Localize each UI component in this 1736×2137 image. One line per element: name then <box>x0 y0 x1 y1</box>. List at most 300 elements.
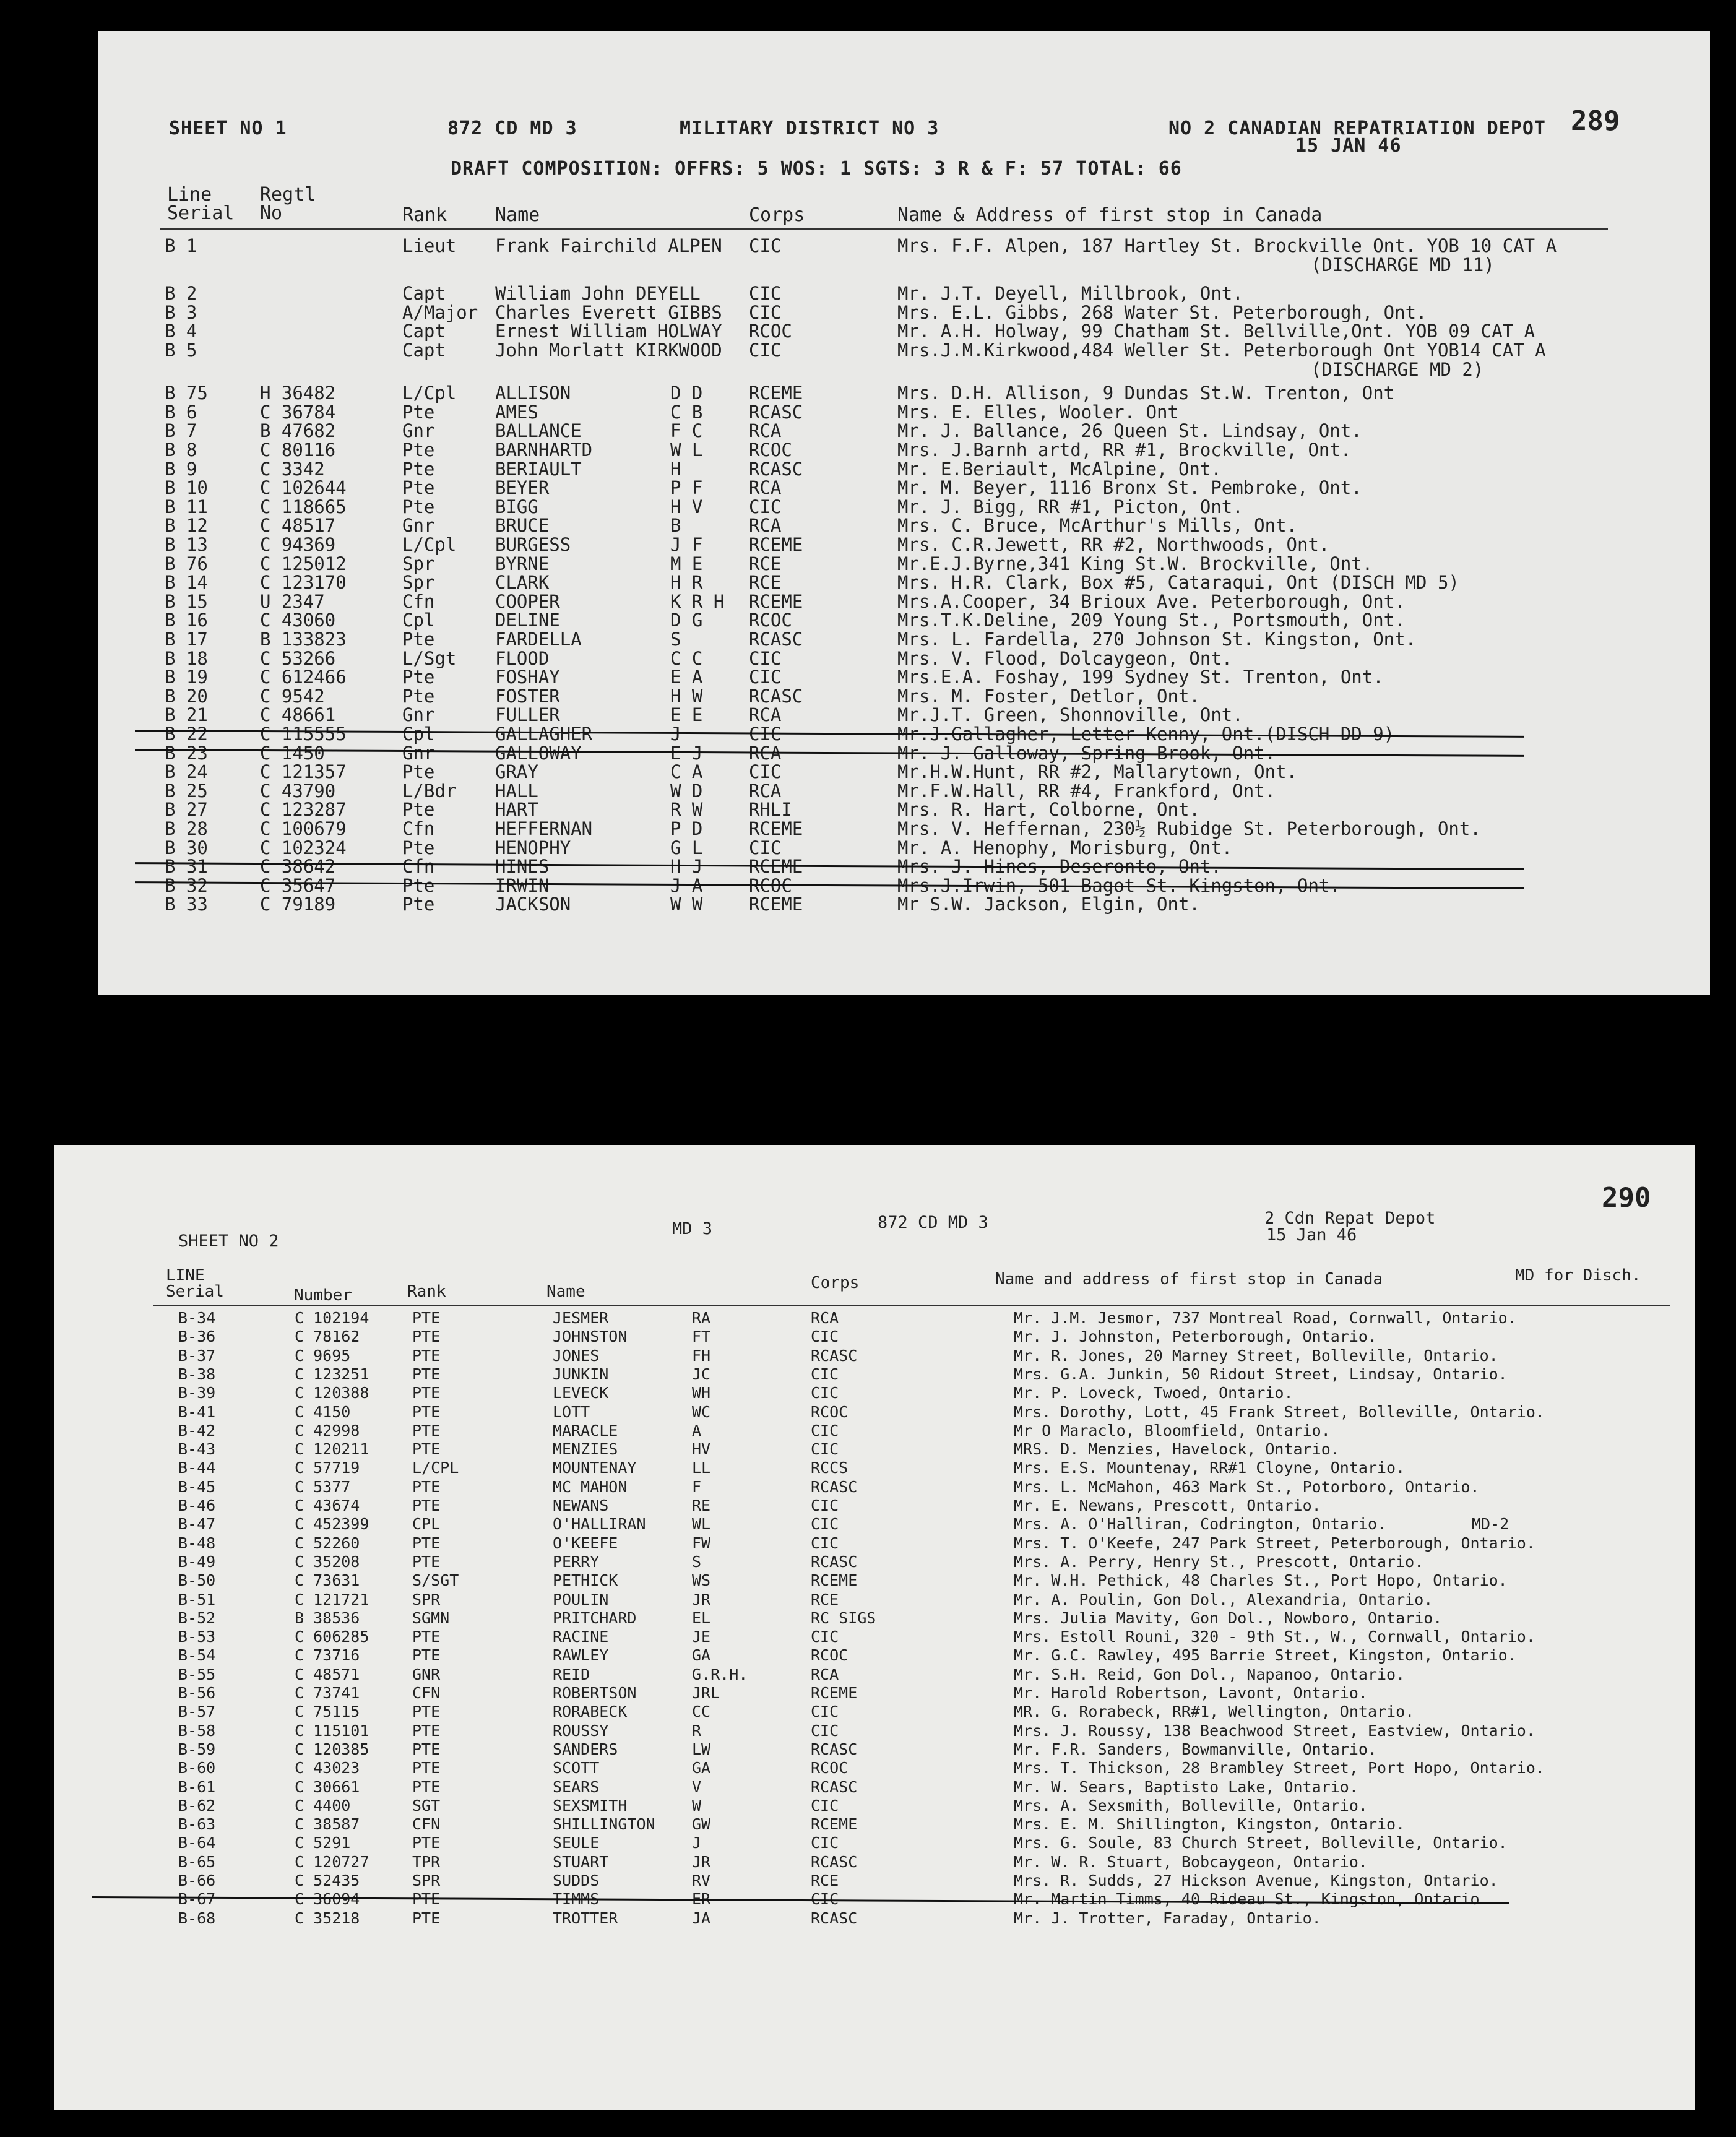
sheet-1 <box>98 31 1710 995</box>
sheet-date: 15 Jan 46 <box>1266 1225 1357 1245</box>
cell-address: Mr. J. Galloway, Spring Brook, Ont. <box>897 743 1276 764</box>
header-rule <box>160 228 1608 230</box>
cell-address: Mrs. T. Thickson, 28 Brambley Street, Port Hopo, Ontario. <box>1014 1759 1545 1777</box>
cell-corps: RCCS <box>811 1459 849 1477</box>
cell-name: O'HALLIRAN <box>553 1515 646 1533</box>
cell-init: P D <box>670 818 703 839</box>
cell-corps: RCA <box>749 515 782 536</box>
cell-rank: PTE <box>412 1759 441 1777</box>
cell-name: O'KEEFE <box>553 1534 618 1552</box>
cell-number: C 52260 <box>295 1534 360 1552</box>
table-row <box>98 402 1710 423</box>
cell-serial: B-39 <box>178 1384 216 1402</box>
table-row <box>54 1646 1695 1665</box>
table-row <box>98 837 1710 856</box>
sheet-number: SHEET NO 2 <box>178 1232 279 1251</box>
cell-serial: B-45 <box>178 1478 216 1496</box>
table-row <box>54 1571 1695 1590</box>
cell-serial: B 27 <box>165 799 208 820</box>
cell-number: C 123251 <box>295 1365 369 1383</box>
cell-regtl: C 123287 <box>260 799 347 820</box>
cell-rank: GNR <box>412 1665 441 1683</box>
cell-rank: TPR <box>412 1853 441 1871</box>
cell-corps: RCA <box>749 780 782 801</box>
cell-name: COOPER <box>495 591 560 612</box>
cell-address: Mr. J. Ballance, 26 Queen St. Lindsay, Ont. <box>897 420 1362 441</box>
cell-address: Mrs. A. Perry, Henry St., Prescott, Ontario. <box>1014 1553 1424 1571</box>
cell-number: B 38536 <box>295 1609 360 1627</box>
cell-address: Mr. E. Newans, Prescott, Ontario. <box>1014 1496 1321 1514</box>
cell-init: W <box>692 1797 702 1815</box>
cell-rank: Cpl <box>402 723 435 745</box>
cell-regtl: C 100679 <box>260 818 347 839</box>
table-row <box>54 1684 1695 1703</box>
cell-init: JE <box>692 1628 711 1646</box>
cell-name: MOUNTENAY <box>553 1459 637 1477</box>
cell-init: S <box>670 629 681 650</box>
cell-rank: SPR <box>412 1591 441 1608</box>
cell-name: BIGG <box>495 496 538 517</box>
draft-number: 872 CD MD 3 <box>447 118 577 139</box>
cell-init: RV <box>692 1871 711 1889</box>
cell-init: WL <box>692 1515 711 1533</box>
cell-name: PETHICK <box>553 1571 618 1589</box>
cell-init: GW <box>692 1815 711 1833</box>
cell-name: FULLER <box>495 704 560 725</box>
cell-corps: RCASC <box>749 686 803 707</box>
cell-address: Mr. J.T. Deyell, Millbrook, Ont. <box>897 283 1243 304</box>
cell-name: Charles Everett GIBBS <box>495 302 722 323</box>
cell-name: CLARK <box>495 572 550 593</box>
cell-number: C 120211 <box>295 1440 369 1458</box>
cell-address: Mr. A.H. Holway, 99 Chatham St. Bellville,Ont. YOB 09 CAT A <box>897 321 1535 342</box>
table-row <box>98 894 1710 915</box>
table-row <box>54 1871 1695 1890</box>
cell-init: JR <box>692 1591 711 1608</box>
cell-address: Mrs.A.Cooper, 34 Brioux Ave. Peterborough, Ont. <box>897 591 1406 612</box>
cell-corps: CIC <box>749 837 782 858</box>
cell-name: TIMMS <box>553 1890 600 1908</box>
cell-name: JONES <box>553 1347 600 1365</box>
cell-serial: B-68 <box>178 1909 216 1927</box>
table-row <box>98 667 1710 688</box>
cell-regtl: C 9542 <box>260 686 325 707</box>
cell-name: BRUCE <box>495 515 550 536</box>
cell-address: Mr.E.J.Byrne,341 King St.W. Brockville, Ont. <box>897 553 1373 574</box>
cell-corps: RCOC <box>749 875 792 896</box>
cell-corps: RCA <box>749 477 782 498</box>
table-row <box>54 1759 1695 1777</box>
table-row <box>98 591 1710 610</box>
cell-name: TROTTER <box>553 1909 618 1927</box>
cell-init: E J <box>670 743 703 764</box>
cell-address: Mrs. D.H. Allison, 9 Dundas St.W. Trenton, Ont <box>897 382 1395 404</box>
cell-corps: CIC <box>811 1534 839 1552</box>
cell-rank: Cfn <box>402 591 435 612</box>
cell-rank: Cpl <box>402 610 435 631</box>
cell-corps: RCASC <box>811 1478 858 1496</box>
cell-note: (DISCHARGE MD 2) <box>1311 359 1484 380</box>
cell-init: W D <box>670 780 703 801</box>
cell-address: Mrs. H.R. Clark, Box #5, Cataraqui, Ont (DISCH MD 5) <box>897 572 1459 593</box>
cell-rank: Pte <box>402 894 435 915</box>
cell-init: H V <box>670 496 703 517</box>
md-number: MD 3 <box>672 1219 713 1238</box>
cell-name: BYRNE <box>495 553 550 574</box>
cell-serial: B-49 <box>178 1553 216 1571</box>
cell-serial: B-62 <box>178 1797 216 1815</box>
cell-serial: B-51 <box>178 1591 216 1608</box>
cell-init: H R <box>670 572 703 593</box>
cell-corps: RCASC <box>811 1740 858 1758</box>
cell-serial: B-47 <box>178 1515 216 1533</box>
cell-init: H <box>670 459 681 480</box>
cell-name: Frank Fairchild ALPEN <box>495 235 722 256</box>
depot-name: NO 2 CANADIAN REPATRIATION DEPOT <box>1168 118 1546 139</box>
cell-address: Mrs. G.A. Junkin, 50 Ridout Street, Lindsay, Ontario. <box>1014 1365 1508 1383</box>
cell-name: ALLISON <box>495 382 571 404</box>
cell-number: C 120388 <box>295 1384 369 1402</box>
cell-name: HALL <box>495 780 538 801</box>
cell-regtl: C 118665 <box>260 496 347 517</box>
table-row <box>54 1853 1695 1871</box>
cell-rank: Pte <box>402 402 435 423</box>
table-row <box>98 572 1710 593</box>
cell-init: GA <box>692 1759 711 1777</box>
table-row <box>98 875 1710 894</box>
table-row <box>98 235 1710 254</box>
cell-address: Mr. W. R. Stuart, Bobcaygeon, Ontario. <box>1014 1853 1368 1871</box>
table-row <box>98 704 1710 723</box>
table-row <box>54 1309 1695 1328</box>
cell-name: LEVECK <box>553 1384 609 1402</box>
cell-name: PRITCHARD <box>553 1609 637 1627</box>
cell-serial: B-34 <box>178 1309 216 1327</box>
cell-regtl: C 48517 <box>260 515 336 536</box>
table-row <box>98 856 1710 877</box>
table-row <box>54 1403 1695 1422</box>
draft-composition: DRAFT COMPOSITION: OFFRS: 5 WOS: 1 SGTS: 3 R & F: 57 TOTAL: 66 <box>451 158 1182 179</box>
cell-corps: RHLI <box>749 799 792 820</box>
cell-name: POULIN <box>553 1591 609 1608</box>
cell-number: C 57719 <box>295 1459 360 1477</box>
cell-corps: RCASC <box>749 459 803 480</box>
cell-serial: B-38 <box>178 1365 216 1383</box>
cell-serial: B 14 <box>165 572 208 593</box>
cell-rank: PTE <box>412 1628 441 1646</box>
cell-init: M E <box>670 553 703 574</box>
cell-serial: B-55 <box>178 1665 216 1683</box>
cell-corps: CIC <box>811 1440 839 1458</box>
cell-rank: PTE <box>412 1703 441 1720</box>
cell-name: BARNHARTD <box>495 439 593 460</box>
cell-corps: RCOC <box>749 610 792 631</box>
cell-serial: B-52 <box>178 1609 216 1627</box>
cell-address: Mrs. E.S. Mountenay, RR#1 Cloyne, Ontario. <box>1014 1459 1406 1477</box>
cell-rank: SGMN <box>412 1609 450 1627</box>
cell-corps: CIC <box>811 1722 839 1740</box>
col-number: Number <box>294 1286 352 1305</box>
cell-serial: B-36 <box>178 1328 216 1345</box>
cell-serial: B-46 <box>178 1496 216 1514</box>
cell-number: C 73716 <box>295 1646 360 1664</box>
cell-corps: RCA <box>749 743 782 764</box>
table-row <box>98 420 1710 439</box>
cell-name: JESMER <box>553 1309 609 1327</box>
cell-regtl: C 43790 <box>260 780 336 801</box>
cell-init: JR <box>692 1853 711 1871</box>
table-row <box>98 382 1710 404</box>
cell-rank: PTE <box>412 1347 441 1365</box>
table-row <box>98 515 1710 536</box>
cell-init: C C <box>670 648 703 669</box>
cell-name: HART <box>495 799 538 820</box>
cell-serial: B-57 <box>178 1703 216 1720</box>
cell-serial: B 11 <box>165 496 208 517</box>
table-row <box>54 1422 1695 1440</box>
cell-name: Ernest William HOLWAY <box>495 321 722 342</box>
col-regtl-no: Regtl No <box>260 184 316 224</box>
cell-rank: PTE <box>412 1834 441 1852</box>
cell-corps: CIC <box>811 1834 839 1852</box>
row-note <box>98 254 1710 273</box>
cell-serial: B 32 <box>165 875 208 896</box>
cell-address: Mr. M. Beyer, 1116 Bronx St. Pembroke, Ont. <box>897 477 1362 498</box>
cell-serial: B-61 <box>178 1778 216 1796</box>
cell-rank: PTE <box>412 1440 441 1458</box>
cell-serial: B-63 <box>178 1815 216 1833</box>
cell-serial: B 75 <box>165 382 208 404</box>
cell-number: C 115101 <box>295 1722 369 1740</box>
cell-corps: RCEME <box>749 591 803 612</box>
cell-name: William John DEYELL <box>495 283 701 304</box>
cell-rank: PTE <box>412 1422 441 1440</box>
cell-name: BEYER <box>495 477 550 498</box>
cell-address: Mr. J.M. Jesmor, 737 Montreal Road, Cornwall, Ontario. <box>1014 1309 1517 1327</box>
cell-serial: B-37 <box>178 1347 216 1365</box>
cell-serial: B-42 <box>178 1422 216 1440</box>
table-row <box>54 1665 1695 1684</box>
table-row <box>98 340 1710 361</box>
col-corps: Corps <box>811 1274 860 1292</box>
cell-init: K R H <box>670 591 725 612</box>
table-row <box>98 648 1710 667</box>
cell-regtl: C 1450 <box>260 743 325 764</box>
cell-address: Mr.F.W.Hall, RR #4, Frankford, Ont. <box>897 780 1276 801</box>
cell-address: Mrs. V. Heffernan, 230½ Rubidge St. Peterborough, Ont. <box>897 818 1481 839</box>
cell-init: F C <box>670 420 703 441</box>
table-row <box>54 1890 1695 1909</box>
cell-name: RORABECK <box>553 1703 628 1720</box>
cell-init: V <box>692 1778 702 1796</box>
cell-serial: B-59 <box>178 1740 216 1758</box>
cell-regtl: C 79189 <box>260 894 336 915</box>
table-row <box>54 1534 1695 1553</box>
cell-init: R <box>692 1722 702 1740</box>
cell-address: Mr.J.T. Green, Shonnoville, Ont. <box>897 704 1243 725</box>
col-corps: Corps <box>749 204 805 226</box>
cell-name: MARACLE <box>553 1422 618 1440</box>
cell-address: Mr. P. Loveck, Twoed, Ontario. <box>1014 1384 1293 1402</box>
cell-corps: RCEME <box>749 382 803 404</box>
cell-serial: B 31 <box>165 856 208 877</box>
cell-rank: Cfn <box>402 818 435 839</box>
cell-rank: Pte <box>402 439 435 460</box>
cell-address: Mrs. M. Foster, Detlor, Ont. <box>897 686 1200 707</box>
cell-rank: Pte <box>402 629 435 650</box>
cell-serial: B 1 <box>165 235 197 256</box>
cell-serial: B-67 <box>178 1890 216 1908</box>
cell-address: Mrs. J. Roussy, 138 Beachwood Street, Eastview, Ontario. <box>1014 1722 1535 1740</box>
table-row <box>98 686 1710 707</box>
cell-regtl: C 80116 <box>260 439 336 460</box>
table-row <box>98 761 1710 780</box>
cell-rank: Pte <box>402 686 435 707</box>
cell-rank: PTE <box>412 1534 441 1552</box>
table-row <box>98 459 1710 480</box>
page-number: 290 <box>1602 1182 1651 1214</box>
cell-note: (DISCHARGE MD 11) <box>1311 254 1495 275</box>
cell-corps: RCASC <box>749 629 803 650</box>
cell-corps: RCEME <box>749 856 803 877</box>
cell-corps: RCOC <box>811 1759 849 1777</box>
cell-rank: Lieut <box>402 235 457 256</box>
cell-rank: Capt <box>402 321 446 342</box>
cell-rank: CFN <box>412 1815 441 1833</box>
cell-address: Mr.J.Gallagher, Letter Kenny, Ont.(DISCH DD 9) <box>897 723 1395 745</box>
cell-address: Mr. A. Henophy, Morisburg, Ont. <box>897 837 1233 858</box>
cell-address: Mr. E.Beriault, McAlpine, Ont. <box>897 459 1222 480</box>
cell-init: WH <box>692 1384 711 1402</box>
cell-address: Mr. J. Bigg, RR #1, Picton, Ont. <box>897 496 1243 517</box>
table-row <box>98 496 1710 515</box>
cell-name: AMES <box>495 402 538 423</box>
cell-name: HINES <box>495 856 550 877</box>
cell-rank: L/Sgt <box>402 648 457 669</box>
table-row <box>54 1328 1695 1346</box>
table-row <box>54 1797 1695 1815</box>
cell-init: H J <box>670 856 703 877</box>
cell-address: Mr. Martin Timms, 40 Rideau St., Kingston, Ontario. <box>1014 1890 1489 1908</box>
cell-serial: B 5 <box>165 340 197 361</box>
cell-init: J F <box>670 534 703 555</box>
sheet-date: 15 JAN 46 <box>1295 135 1402 157</box>
page-number: 289 <box>1571 105 1620 137</box>
cell-number: C 4400 <box>295 1797 351 1815</box>
table-row <box>54 1440 1695 1459</box>
cell-number: C 35218 <box>295 1909 360 1927</box>
cell-rank: L/Cpl <box>402 382 457 404</box>
cell-serial: B 28 <box>165 818 208 839</box>
cell-serial: B 16 <box>165 610 208 631</box>
cell-regtl: C 102324 <box>260 837 347 858</box>
cell-rank: Pte <box>402 761 435 782</box>
cell-serial: B-41 <box>178 1403 216 1421</box>
cell-number: C 48571 <box>295 1665 360 1683</box>
cell-number: C 73741 <box>295 1684 360 1702</box>
table-row <box>98 477 1710 496</box>
cell-name: BALLANCE <box>495 420 582 441</box>
col-name: Name <box>495 204 540 226</box>
cell-corps: RCEME <box>749 818 803 839</box>
cell-address: Mr O Maraclo, Bloomfield, Ontario. <box>1014 1422 1331 1440</box>
cell-address: Mr S.W. Jackson, Elgin, Ont. <box>897 894 1200 915</box>
cell-serial: B 10 <box>165 477 208 498</box>
cell-name: FARDELLA <box>495 629 582 650</box>
cell-corps: RC SIGS <box>811 1609 876 1627</box>
cell-rank: PTE <box>412 1646 441 1664</box>
cell-address: Mr. S.H. Reid, Gon Dol., Napanoo, Ontario. <box>1014 1665 1406 1683</box>
cell-name: BURGESS <box>495 534 571 555</box>
cell-name: SCOTT <box>553 1759 600 1777</box>
cell-regtl: C 115555 <box>260 723 347 745</box>
table-row <box>98 283 1710 304</box>
cell-regtl: C 48661 <box>260 704 336 725</box>
cell-address: Mrs. J. Hines, Deseronto, Ont. <box>897 856 1222 877</box>
cell-number: C 35208 <box>295 1553 360 1571</box>
col-rank: Rank <box>402 204 447 226</box>
cell-init: D G <box>670 610 703 631</box>
col-md-discharge: MD for Disch. <box>1515 1266 1641 1285</box>
cell-rank: PTE <box>412 1309 441 1327</box>
cell-number: C 75115 <box>295 1703 360 1720</box>
cell-name: GALLAGHER <box>495 723 593 745</box>
table-row <box>54 1384 1695 1402</box>
draft-number: 872 CD MD 3 <box>878 1213 988 1232</box>
cell-corps: CIC <box>811 1328 839 1345</box>
cell-address: Mrs. G. Soule, 83 Church Street, Bolleville, Ontario. <box>1014 1834 1508 1852</box>
cell-address: Mrs. Estoll Rouni, 320 - 9th St., W., Cornwall, Ontario. <box>1014 1628 1535 1646</box>
cell-address: Mr. J. Johnston, Peterborough, Ontario. <box>1014 1328 1377 1345</box>
cell-number: C 121721 <box>295 1591 369 1608</box>
cell-name: JACKSON <box>495 894 571 915</box>
cell-address: Mr. Harold Robertson, Lavont, Ontario. <box>1014 1684 1368 1702</box>
table-row <box>54 1553 1695 1571</box>
cell-address: MR. G. Rorabeck, RR#1, Wellington, Ontario. <box>1014 1703 1415 1720</box>
cell-address: Mrs. V. Flood, Dolcaygeon, Ont. <box>897 648 1233 669</box>
cell-md: MD-2 <box>1472 1515 1509 1533</box>
cell-corps: RCASC <box>811 1909 858 1927</box>
cell-serial: B 7 <box>165 420 197 441</box>
cell-address: Mrs.J.Irwin, 501 Bagot St. Kingston, Ont. <box>897 875 1341 896</box>
cell-serial: B-48 <box>178 1534 216 1552</box>
cell-serial: B 25 <box>165 780 208 801</box>
cell-serial: B 21 <box>165 704 208 725</box>
cell-rank: PTE <box>412 1328 441 1345</box>
table-row <box>54 1478 1695 1496</box>
cell-init: S <box>692 1553 702 1571</box>
cell-name: STUART <box>553 1853 609 1871</box>
cell-number: C 102194 <box>295 1309 369 1327</box>
col-address: Name and address of first stop in Canada <box>995 1270 1383 1289</box>
cell-rank: SGT <box>412 1797 441 1815</box>
table-row <box>98 302 1710 321</box>
table-row <box>98 799 1710 818</box>
cell-name: ROBERTSON <box>553 1684 637 1702</box>
cell-rank: L/CPL <box>412 1459 459 1477</box>
cell-rank: SPR <box>412 1871 441 1889</box>
cell-address: Mrs. L. McMahon, 463 Mark St., Potorboro, Ontario. <box>1014 1478 1480 1496</box>
cell-name: SEXSMITH <box>553 1797 628 1815</box>
cell-init: J A <box>670 875 703 896</box>
table-row <box>54 1591 1695 1609</box>
cell-number: C 4150 <box>295 1403 351 1421</box>
table-row <box>98 723 1710 745</box>
cell-rank: PTE <box>412 1740 441 1758</box>
row-note <box>98 359 1710 378</box>
cell-corps: CIC <box>811 1797 839 1815</box>
col-line-serial: LINE Serial <box>166 1266 224 1301</box>
